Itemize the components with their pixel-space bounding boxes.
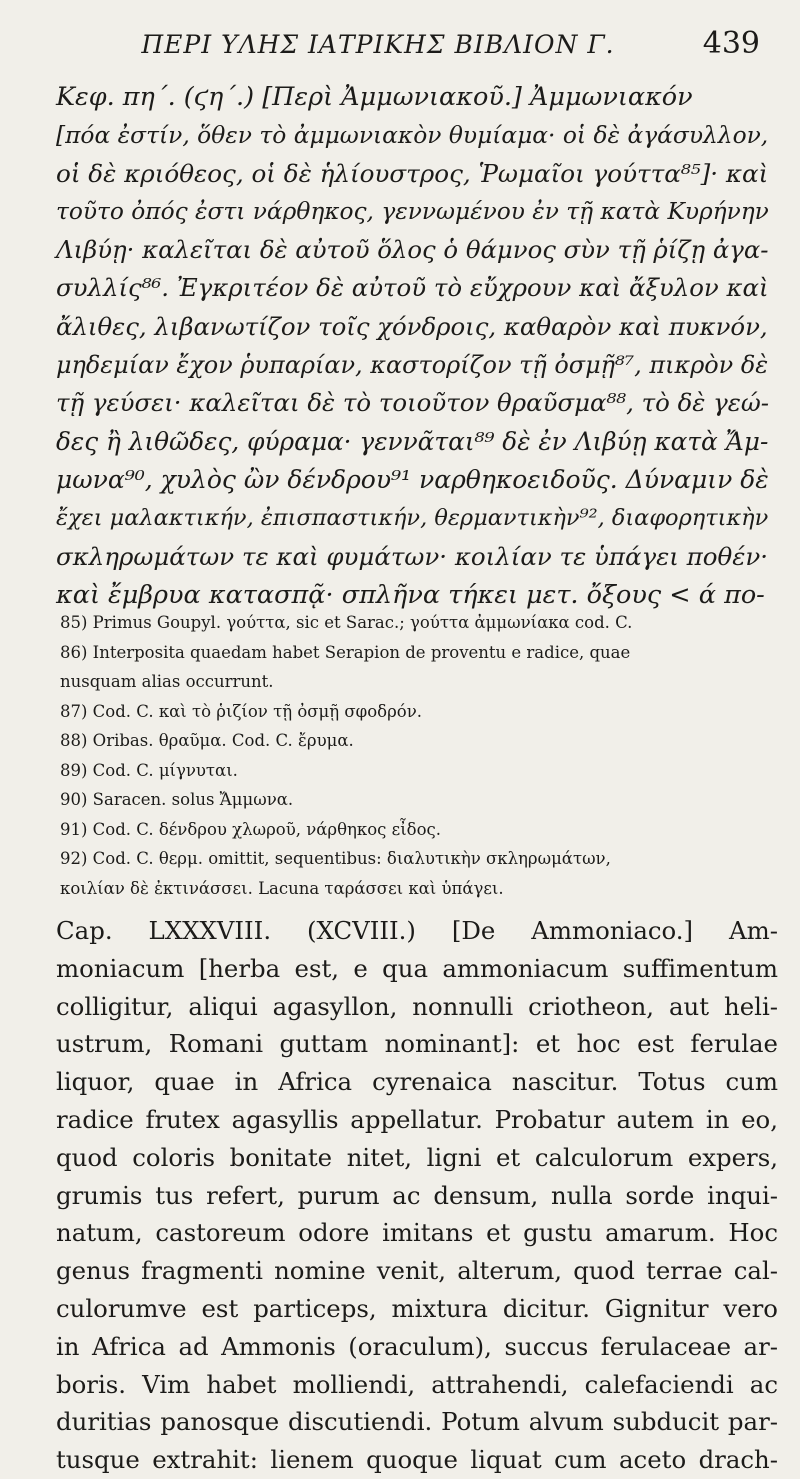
greek-line: σκληρωμάτων τε καὶ φυμάτων· κοιλίαν τε ὑπάγει ποθέν· <box>56 541 769 571</box>
greek-line: οἱ δὲ κριόθεος, οἱ δὲ ἡλίουστρος, Ῥωμαῖοι γούττα⁸⁵]· καὶ <box>56 158 769 188</box>
greek-line: Λιβύῃ· καλεῖται δὲ αὐτοῦ ὅλος ὁ θάμνος σὺν τῇ ῥίζῃ ἀγα- <box>56 235 769 265</box>
latin-line: quod coloris bonitate nitet, ligni et calculorum expers, <box>56 1142 778 1172</box>
greek-line: τοῦτο ὀπός ἐστι νάρθηκος, γεννωμένου ἐν τῇ κατὰ Κυρήνην <box>56 197 769 225</box>
footnotes <box>60 608 776 903</box>
greek-line: ἔχει μαλακτικήν, ἐπισπαστικήν, θερμαντικὴν⁹², διαφορητικὴν <box>56 505 769 532</box>
greek-line: δες ἢ λιθῶδες, φύραμα· γεννᾶται⁸⁹ δὲ ἐν Λιβύῃ κατὰ Ἄμ- <box>56 426 769 456</box>
greek-line: μωνα⁹⁰, χυλὸς ὢν δένδρου⁹¹ ναρθηκοειδοῦς. Δύναμιν δὲ <box>56 464 769 494</box>
footnote-line: 90) Saracen. solus Ἄμμωνα. <box>60 790 294 809</box>
footnote-line: 86) Interposita quaedam habet Serapion de proventu e radice, quae <box>60 642 631 662</box>
latin-line: moniacum [herba est, e qua ammoniacum suffimentum <box>56 953 778 983</box>
footnote-line: 87) Cod. C. καὶ τὸ ῥιζίον τῇ ὀσμῇ σφοδρόν. <box>60 701 422 721</box>
greek-line: [πόα ἐστίν, ὅθεν τὸ ἀμμωνιακὸν θυμίαμα· οἱ δὲ ἀγάσυλλον, <box>56 121 769 150</box>
footnote-line: κοιλίαν δὲ ἐκτινάσσει. Lacuna ταράσσει καὶ ὑπάγει. <box>60 878 504 898</box>
greek-line: ἄλιθες, λιβανωτίζον τοῖς χόνδροις, καθαρὸν καὶ πυκνόν, <box>56 311 768 341</box>
footnote-line: 91) Cod. C. δένδρου χλωροῦ, νάρθηκος εἶδος. <box>60 819 442 839</box>
latin-line: in Africa ad Ammonis (oraculum), succus ferulaceae ar- <box>56 1331 778 1361</box>
greek-line: συλλίς⁸⁶. Ἐγκριτέον δὲ αὐτοῦ τὸ εὔχρουν καὶ ἄξυλον καὶ <box>56 273 769 303</box>
greek-line: μηδεμίαν ἔχον ῥυπαρίαν, καστορίζον τῇ ὀσμῇ⁸⁷, πικρὸν δὲ <box>56 351 769 380</box>
greek-text-block <box>56 78 776 614</box>
latin-text-block <box>56 912 778 1479</box>
running-title: ΠΕΡΙ ΥΛΗΣ ΙΑΤΡΙΚΗΣ ΒΙΒΛΙΟΝ Γ. <box>141 30 615 59</box>
latin-line: tusque extrahit: lienem quoque liquat cum aceto drach- <box>56 1445 778 1475</box>
latin-line: grumis tus refert, purum ac densum, nulla sorde inqui- <box>56 1180 778 1210</box>
latin-line: colligitur, aliqui agasyllon, nonnulli criotheon, aut heli- <box>56 991 778 1021</box>
latin-line: natum, castoreum odore imitans et gustu amarum. Hoc <box>56 1218 778 1248</box>
latin-line: liquor, quae in Africa cyrenaica nascitur. Totus cum <box>56 1067 778 1097</box>
latin-line: ustrum, Romani guttam nominant]: et hoc est ferulae <box>56 1029 778 1059</box>
latin-line: genus fragmenti nomine venit, alterum, quod terrae cal- <box>56 1256 778 1286</box>
latin-line: boris. Vim habet molliendi, attrahendi, calefaciendi ac <box>56 1369 778 1399</box>
latin-line: radice frutex agasyllis appellatur. Probatur autem in eo, <box>56 1104 778 1134</box>
footnote-line: 88) Oribas. θραῦμα. Cod. C. ἔρυμα. <box>60 731 354 750</box>
greek-line: καὶ ἔμβρυα κατασπᾷ· σπλῆνα τήκει μετ. ὄξους < ά πο- <box>56 579 765 610</box>
latin-line: culorumve est particeps, mixtura dicitur. Gignitur vero <box>56 1293 778 1323</box>
greek-line: τῇ γεύσει· καλεῖται δὲ τὸ τοιοῦτον θραῦσμα⁸⁸, τὸ δὲ γεώ- <box>56 388 770 418</box>
footnote-line: 85) Primus Goupyl. γούττα, sic et Sarac.; γούττα ἀμμωνίακα cod. C. <box>60 613 633 632</box>
latin-line: Cap. LXXXVIII. (XCVIII.) [De Ammoniaco.] Am- <box>56 916 778 945</box>
greek-line: Κεφ. πη΄. (ϛη΄.) [Περὶ Ἀμμωνιακοῦ.] Ἀμμωνιακόν <box>56 82 693 112</box>
footnote-line: nusquam alias occurrunt. <box>60 672 274 691</box>
page-number: 439 <box>702 26 760 61</box>
running-head <box>56 26 760 72</box>
latin-line: duritias panosque discutiendi. Potum alvum subducit par- <box>56 1407 778 1437</box>
footnote-line: 89) Cod. C. μίγνυται. <box>60 760 238 780</box>
footnote-line: 92) Cod. C. θερμ. omittit, sequentibus: διαλυτικὴν σκληρωμάτων, <box>60 849 611 868</box>
